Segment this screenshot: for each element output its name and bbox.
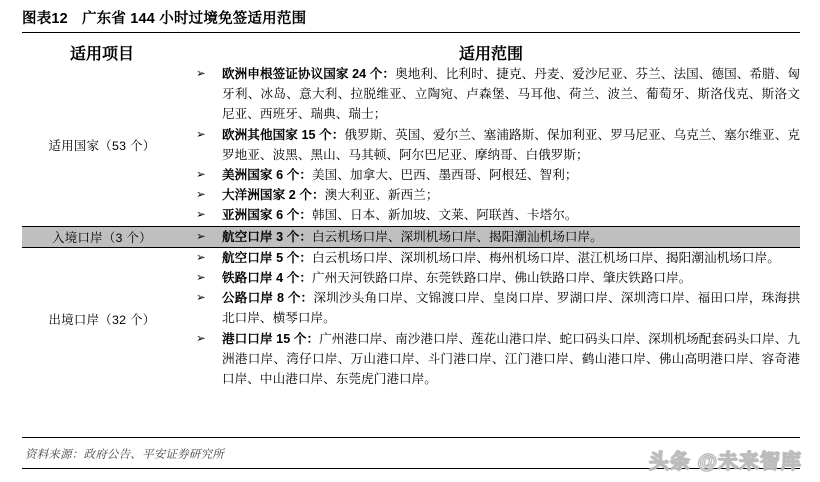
bullet-head: 欧洲申根签证协议国家 24 个： xyxy=(222,67,396,81)
figure-number: 图表12 xyxy=(22,11,68,27)
table-row xyxy=(22,247,800,389)
bullet-head: 欧洲其他国家 15 个： xyxy=(222,127,345,142)
table-row xyxy=(22,226,800,247)
bullet-arrow-icon: ➢ xyxy=(196,128,206,141)
row-label-countries: 适用国家（53 个） xyxy=(22,64,182,226)
row-label-entry-ports: 入境口岸（3 个） xyxy=(22,226,182,247)
bullet-body: 美国、加拿大、巴西、墨西哥、阿根廷、智利； xyxy=(312,168,578,183)
bullet-arrow-icon: ➢ xyxy=(196,292,206,305)
list-item xyxy=(182,288,800,328)
bullet-body: 广州天河铁路口岸、东莞铁路口岸、佛山铁路口岸、肇庆铁路口岸。 xyxy=(312,271,692,286)
caption-block xyxy=(22,10,800,33)
bullet-head: 航空口岸 3 个： xyxy=(222,229,313,244)
list-item xyxy=(182,329,800,390)
footer-rule-top xyxy=(22,437,800,438)
bullet-head: 铁路口岸 4 个： xyxy=(222,271,313,286)
list-item xyxy=(182,125,800,165)
figure-title-text: 广东省 144 小时过境免签适用范围 xyxy=(81,11,307,27)
bullet-head: 美洲国家 6 个： xyxy=(222,168,313,183)
row-content-countries xyxy=(182,64,800,226)
scope-table xyxy=(22,41,800,389)
bullet-arrow-icon: ➢ xyxy=(196,209,206,222)
bullet-head: 航空口岸 5 个： xyxy=(222,250,313,265)
bullet-arrow-icon: ➢ xyxy=(196,169,206,182)
bullet-arrow-icon: ➢ xyxy=(196,332,206,345)
bullet-list xyxy=(182,227,800,247)
header-col-item: 适用项目 xyxy=(69,46,134,63)
bullet-head: 亚洲国家 6 个： xyxy=(222,208,313,223)
row-content-exit-ports xyxy=(182,247,800,389)
bullet-body: 深圳沙头角口岸、文锦渡口岸、皇岗口岸、罗湖口岸、深圳湾口岸、福田口岸，珠海拱北口岸、横琴口岸。 xyxy=(222,291,801,326)
table-header-row xyxy=(22,41,800,64)
bullet-body: 俄罗斯、英国、爱尔兰、塞浦路斯、保加利亚、罗马尼亚、乌克兰、塞尔维亚、克罗地亚、波黑、黑山、马其顿、阿尔巴尼亚、摩纳哥、白俄罗斯； xyxy=(222,127,800,162)
bullet-body: 白云机场口岸、深圳机场口岸、梅州机场口岸、湛江机场口岸、揭阳潮汕机场口岸。 xyxy=(312,250,780,265)
bullet-body: 澳大利亚、新西兰； xyxy=(324,188,439,203)
bullet-head: 公路口岸 8 个： xyxy=(222,291,314,306)
list-item xyxy=(182,185,800,205)
watermark: 头条 @未来智库 xyxy=(648,451,802,473)
list-item xyxy=(182,205,800,225)
bullet-arrow-icon: ➢ xyxy=(196,68,206,80)
bullet-head: 大洋洲国家 2 个： xyxy=(222,188,325,203)
bullet-body: 广州港口岸、南沙港口岸、莲花山港口岸、蛇口码头口岸、深圳机场配套码头口岸、九洲港口岸、湾仔口岸、万山港口岸、斗门港口岸、江门港口岸、鹤山港口岸、佛山高明港口岸、容奇港口岸、中山港口岸、东莞虎门港口岸。 xyxy=(222,331,800,387)
list-item xyxy=(182,227,800,247)
page-title xyxy=(22,10,800,28)
list-item xyxy=(182,268,800,288)
list-item xyxy=(182,64,800,125)
bullet-arrow-icon: ➢ xyxy=(196,230,206,243)
bullet-arrow-icon: ➢ xyxy=(196,251,206,264)
bullet-arrow-icon: ➢ xyxy=(196,189,206,202)
bullet-list xyxy=(182,64,800,226)
header-col-scope: 适用范围 xyxy=(458,46,523,63)
list-item xyxy=(182,165,800,185)
row-content-entry-ports xyxy=(182,226,800,247)
row-label-exit-ports: 出境口岸（32 个） xyxy=(48,312,156,327)
bullet-arrow-icon: ➢ xyxy=(196,272,206,285)
bullet-list xyxy=(182,248,800,389)
bullet-body: 奥地利、比利时、捷克、丹麦、爱沙尼亚、芬兰、法国、德国、希腊、匈牙利、冰岛、意大利、拉脱维亚、立陶宛、卢森堡、马耳他、荷兰、波兰、葡萄牙、斯洛伐克、斯洛文尼亚、西班牙、瑞典、瑞士； xyxy=(222,67,800,122)
table-row xyxy=(22,64,800,226)
bullet-body: 韩国、日本、新加坡、文莱、阿联酋、卡塔尔。 xyxy=(312,208,578,223)
bullet-head: 港口口岸 15 个： xyxy=(222,331,320,346)
source-note: 资料来源：政府公告、平安证券研究所 xyxy=(25,449,224,461)
list-item xyxy=(182,248,800,268)
bullet-body: 白云机场口岸、深圳机场口岸、揭阳潮汕机场口岸。 xyxy=(312,229,603,244)
